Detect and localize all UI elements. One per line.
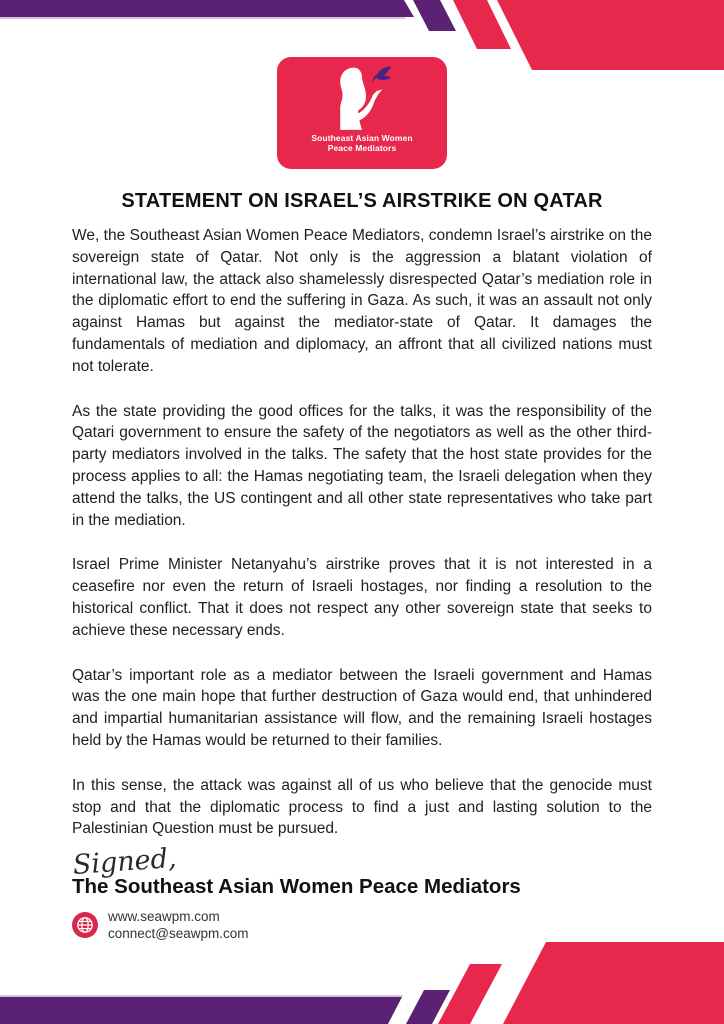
header-purple-bar-edge bbox=[0, 17, 416, 19]
footer-red-corner-shape bbox=[500, 942, 724, 1024]
logo-text-line1: Southeast Asian Women bbox=[311, 133, 413, 143]
statement-paragraph-2: As the state providing the good offices for the talks, it was the responsibility of the Qatari government to ensure the safety of the negotiators as well as the other third-party mediators involved in the talks. The safety that the host state provides for the process applies to all: the Hamas negotiating team, the Israeli delegation when they attend the talks, the US contingent and all other state representatives who take part in the mediation. bbox=[72, 402, 652, 529]
signatory-org-name: The Southeast Asian Women Peace Mediators bbox=[72, 875, 521, 899]
contact-row bbox=[72, 908, 652, 943]
logo-text-line2: Peace Mediators bbox=[327, 143, 397, 154]
email-text: connect@seawpm.com bbox=[108, 926, 249, 942]
statement-paragraph-5: In this sense, the attack was against all of us who believe that the genocide must stop and that the diplomatic process to find a just and lasting solution to the Palestinian Question must be pursued. bbox=[72, 776, 652, 838]
woman-dove-icon bbox=[323, 63, 401, 133]
statement-paragraph-4: Qatar’s important role as a mediator between the Israeli government and Hamas was the one main hope that further destruction of Gaza would end, that unhindered and impartial humanitarian assistance will flow, and the remaining Israeli hostages held by the Hamas would be returned to their families. bbox=[72, 666, 652, 749]
signed-script-text: Signed, bbox=[71, 842, 178, 882]
website-text: www.seawpm.com bbox=[108, 909, 220, 925]
statement-body bbox=[72, 190, 652, 943]
footer-purple-bar bbox=[0, 997, 402, 1024]
globe-icon bbox=[72, 912, 98, 938]
statement-paragraph-1: We, the Southeast Asian Women Peace Mediators, condemn Israel’s airstrike on the sovereign state of Qatar. Not only is the aggression a blatant violation of international law, the attack also shamelessly disrespected Qatar’s mediation role in the diplomatic effort to end the suffering in Gaza. As such, it was an assault not only against Hamas but against the mediator-state of Qatar. It damages the fundamentals of mediation and diplomacy, an affront that all civilized nations must not tolerate. bbox=[72, 227, 652, 375]
footer-purple-bar-edge bbox=[0, 995, 404, 997]
statement-title: STATEMENT ON ISRAEL’S AIRSTRIKE ON QATAR bbox=[121, 190, 603, 212]
seawpm-logo bbox=[277, 57, 447, 169]
header-red-corner-shape bbox=[494, 0, 724, 70]
statement-paragraph-3: Israel Prime Minister Netanyahu’s airstrike proves that it is not interested in a ceasefire nor even the return of Israeli hostages, nor finding a resolution to the historical conflict. That it does not respect any other sovereign state that seeks to achieve these necessary ends. bbox=[72, 556, 652, 639]
header-purple-bar bbox=[0, 0, 414, 17]
